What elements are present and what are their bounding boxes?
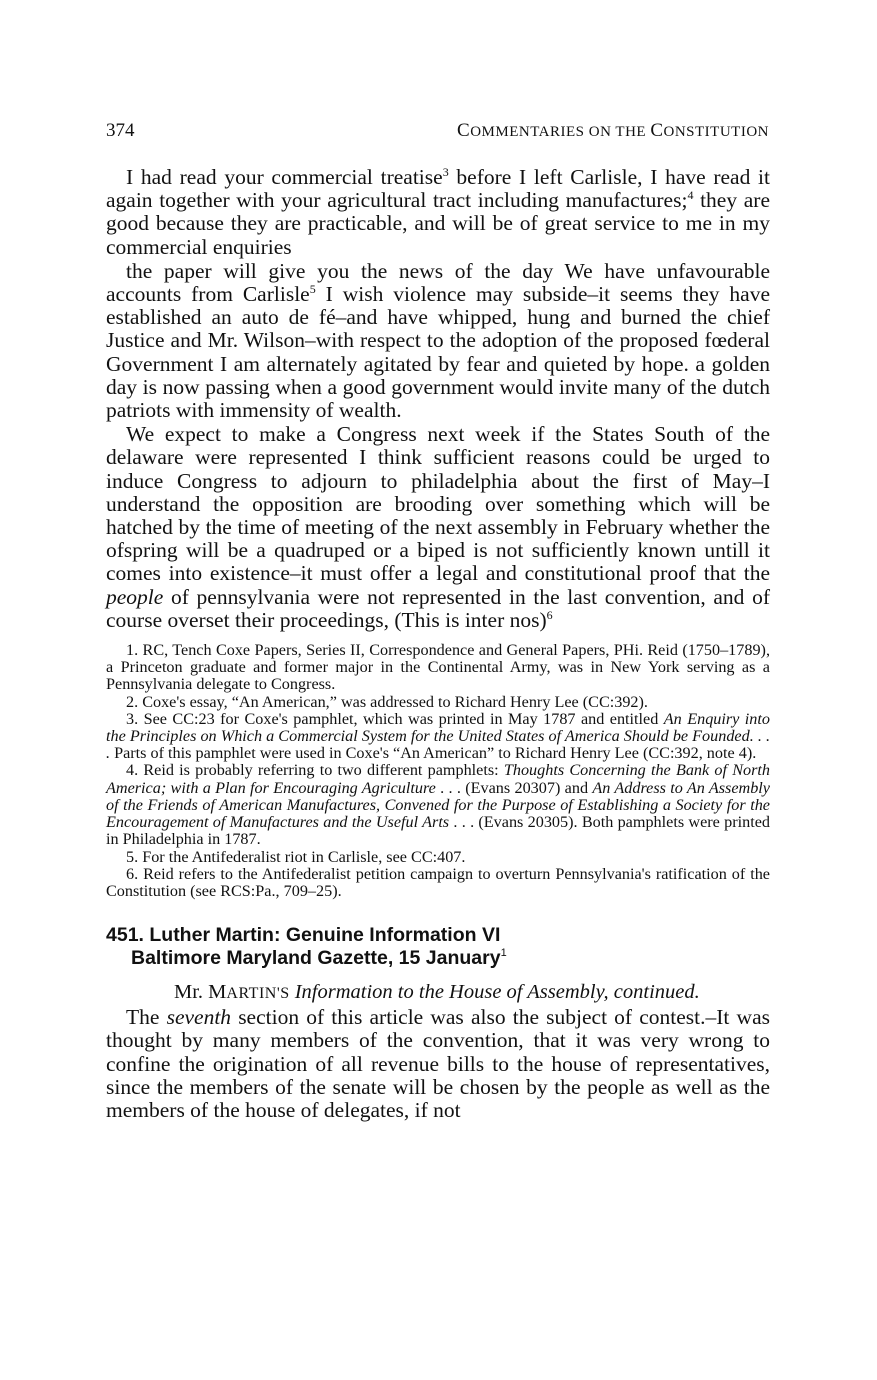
footnote-5: 5. For the Antifederalist riot in Carlisle, see CC:407. bbox=[126, 847, 466, 866]
text-run: the paper will give you the news of the day We have unfavourable accounts from Carlisle bbox=[106, 258, 770, 307]
text-run: of pennsylvania were not represented in the last convention, and of course overset their proceedings, (This is inter nos) bbox=[106, 584, 770, 632]
footnote-ref: 3 bbox=[442, 165, 449, 179]
footnote-4 bbox=[106, 762, 770, 848]
document-heading bbox=[106, 924, 770, 970]
running-title bbox=[457, 120, 769, 143]
text-run: section of this article was also the subject of contest.–It was thought by many members of the convention, that it was very wrong to confine the origination of all revenue bills to the house of representatives, since the members of the senate will be chosen by the people as well as the members of the house of delegates, if not bbox=[106, 1005, 770, 1122]
footnote-ref: 4 bbox=[687, 188, 694, 203]
italic-text: Thoughts Concerning the Bank of North America; with a Plan for Encouraging Agriculture bbox=[106, 761, 770, 797]
letter-paragraph bbox=[106, 260, 770, 422]
document-source bbox=[106, 947, 770, 970]
footnotes bbox=[106, 642, 770, 900]
text-run: The bbox=[126, 1005, 167, 1030]
page-body bbox=[106, 166, 770, 1122]
italic-text: Information to the House of Assembly, continued. bbox=[289, 981, 700, 1004]
document-paragraph bbox=[106, 1006, 770, 1122]
text-run: before I left Carlisle, I have read it again together with your agricultural tract including manufactures; bbox=[106, 165, 771, 213]
text-run: We expect to make a Congress next week if the States South of the delaware were represented I think sufficient reasons could be urged to induce Congress to adjourn to philadelphia about the first of May–I understand the opposition are brooding over something which will be hatched by the time of meeting of the next assembly in February whether the ofspring will be a quadruped or a biped is not sufficiently known untill it comes into existence–it must offer a legal and constitutional proof that the bbox=[106, 422, 770, 586]
footnote-2: 2. Coxe's essay, “An American,” was addressed to Richard Henry Lee (CC:392). bbox=[126, 692, 648, 711]
text-run: 3. See CC:23 for Coxe's pamphlet, which was printed in May 1787 and entitled bbox=[126, 709, 664, 728]
text-run: they are good because they are practicable, and will be of great service to me in my commercial enquiries bbox=[106, 188, 770, 259]
footnote-1: 1. RC, Tench Coxe Papers, Series II, Correspondence and General Papers, PHi. Reid (1750–1789), a Princeton graduate and former major in the Continental Army, was in New York serving as a Pennsylvania delegate to Congress. bbox=[106, 641, 770, 694]
italic-text: An Address to An Assembly of the Friends of American Manufactures, Convened for the Purpose of Establishing a Society for the Encouragement of Manufactures and the Useful Arts bbox=[106, 778, 770, 832]
document-text bbox=[106, 1006, 770, 1122]
letter-paragraph bbox=[106, 423, 770, 632]
letter-paragraph bbox=[106, 166, 770, 259]
italic-text: seventh bbox=[166, 1005, 232, 1030]
text-run: I wish violence may subside–it seems they have established an auto de fé–and have whipped, hung and burned the chief Justice and Mr. Wilson–with respect to the adoption of the proposed fœderal Government I am alternately agitated by fear and quieted by hope. a golden day is now passing when a good government would invite many of the dutch patriots with immensity of wealth. bbox=[106, 282, 770, 423]
footnote-ref: 1 bbox=[500, 947, 507, 960]
text-run: Baltimore Maryland Gazette, 15 January bbox=[131, 947, 501, 970]
letter-text bbox=[106, 166, 770, 632]
running-title-small-1: OMMENTARIES ON THE bbox=[470, 124, 651, 140]
footnote-3 bbox=[106, 711, 770, 763]
page-number: 374 bbox=[106, 120, 135, 141]
small-caps-text: ARTIN'S bbox=[226, 985, 290, 1003]
text-run: Mr. M bbox=[174, 981, 227, 1004]
running-title-small-2: ONSTITUTION bbox=[663, 124, 769, 140]
italic-text: An Enquiry into the Principles on Which a Commercial System for the United States of America Should be Founded. . . . bbox=[106, 709, 770, 763]
document-intro bbox=[106, 980, 770, 1006]
text-run: . . . (Evans 20307) and bbox=[435, 778, 593, 797]
italic-text: people bbox=[106, 584, 164, 609]
document-title: 451. Luther Martin: Genuine Information VI bbox=[106, 924, 501, 947]
text-run: I had read your commercial treatise bbox=[126, 165, 443, 189]
footnote-6: 6. Reid refers to the Antifederalist petition campaign to overturn Pennsylvania's ratification of the Constitution (see RCS:Pa., 709–25). bbox=[106, 864, 770, 900]
footnote-ref: 6 bbox=[546, 607, 553, 622]
text-run: 4. Reid is probably referring to two different pamphlets: bbox=[126, 761, 504, 780]
footnote-ref: 5 bbox=[309, 282, 316, 297]
text-run: . . . (Evans 20305). Both pamphlets were printed in Philadelphia in 1787. bbox=[106, 813, 770, 849]
running-title-cap-2: C bbox=[650, 120, 664, 141]
running-title-cap-1: C bbox=[457, 120, 471, 141]
text-run: Parts of this pamphlet were used in Coxe's “An American” to Richard Henry Lee (CC:392, note 4). bbox=[110, 744, 757, 763]
